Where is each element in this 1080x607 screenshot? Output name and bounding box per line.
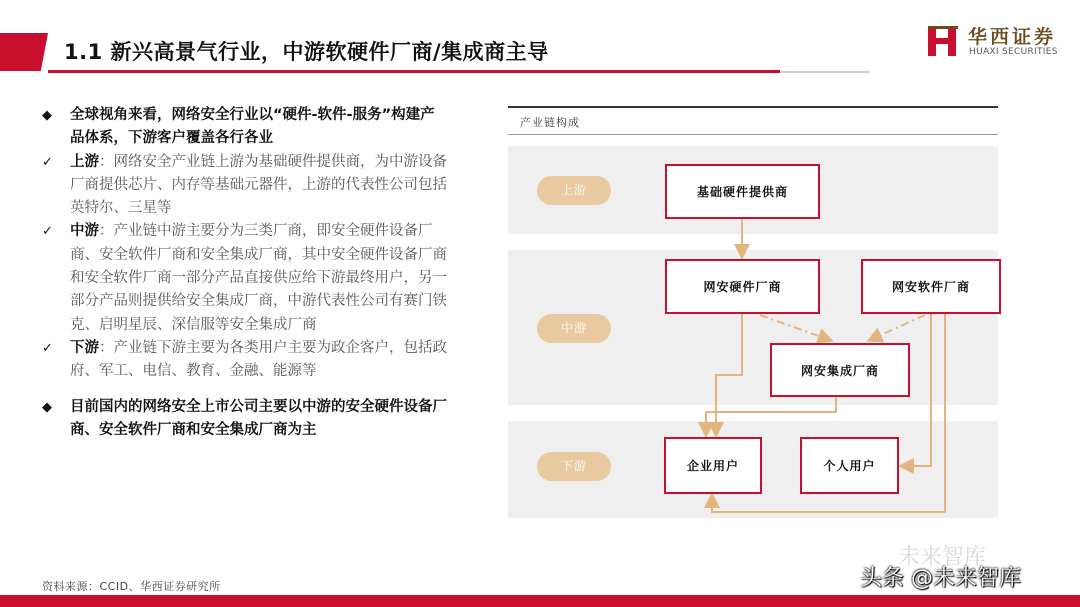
bullet-global-view: ◆ 全球视角来看，网络安全行业以“硬件-软件-服务”构建产品体系，下游客户覆盖各行各业 bbox=[42, 104, 447, 151]
check-bullet-icon: ✓ bbox=[42, 224, 53, 240]
diagram-title: 产业链构成 bbox=[520, 116, 580, 129]
box-security-integrator: 网安集成厂商 bbox=[770, 343, 910, 397]
check-bullet-icon: ✓ bbox=[42, 340, 53, 356]
check-bullet-icon: ✓ bbox=[42, 154, 53, 170]
footer-accent-bar bbox=[0, 595, 1080, 607]
watermark-bottom: 头条 @未来智库 bbox=[860, 566, 1021, 591]
box-enterprise-user: 企业用户 bbox=[664, 437, 762, 494]
bullet-domestic: ◆ 目前国内的网络安全上市公司主要以中游的安全硬件设备厂商、安全软件厂商和安全集成厂商为主 bbox=[42, 396, 447, 443]
page-title: 1.1 新兴高景气行业，中游软硬件厂商/集成商主导 bbox=[64, 40, 549, 64]
stage-label-downstream: 下游 bbox=[537, 452, 611, 481]
box-individual-user: 个人用户 bbox=[800, 437, 899, 494]
diamond-bullet-icon: ◆ bbox=[42, 399, 52, 415]
stage-label-midstream: 中游 bbox=[537, 314, 611, 343]
bullet-midstream: ✓ 中游：产业链中游主要分为三类厂商，即安全硬件设备厂商、安全软件厂商和安全集成厂商，其中安全硬件设备厂商和安全软件厂商一部分产品直接供应给下游最终用户，另一部分产品则提供给安全集成厂商，中游代表性公司有赛门铁克、启明星辰、深信服等安全集成厂商 bbox=[42, 220, 447, 336]
arrow-hw-to-integrator bbox=[760, 315, 830, 340]
arrow-hw-to-enterprise bbox=[716, 313, 742, 434]
box-base-hardware-provider: 基础硬件提供商 bbox=[665, 164, 820, 219]
box-security-software-vendor: 网安软件厂商 bbox=[861, 259, 1001, 314]
logo-english-name: HUAXI SECURITIES bbox=[969, 47, 1058, 57]
logo-chinese-name: 华西证券 bbox=[968, 26, 1057, 48]
bullet-upstream: ✓ 上游：网络安全产业链上游为基础硬件提供商，为中游设备厂商提供芯片、内存等基础元器件，上游的代表性公司包括英特尔、三星等 bbox=[42, 151, 447, 221]
stage-label-upstream: 上游 bbox=[537, 176, 611, 205]
bullet-downstream: ✓ 下游：产业链下游主要为各类用户主要为政企客户，包括政府、军工、电信、教育、金融、能源等 bbox=[42, 337, 447, 384]
arrow-integrator-to-enterprise bbox=[706, 396, 836, 434]
source-note: 资料来源：CCID、华西证券研究所 bbox=[42, 580, 221, 593]
diamond-bullet-icon: ◆ bbox=[42, 108, 52, 123]
watermark-top: 未来智库 bbox=[898, 545, 987, 570]
arrow-sw-to-integrator bbox=[870, 315, 925, 340]
box-security-hardware-vendor: 网安硬件厂商 bbox=[665, 259, 820, 314]
